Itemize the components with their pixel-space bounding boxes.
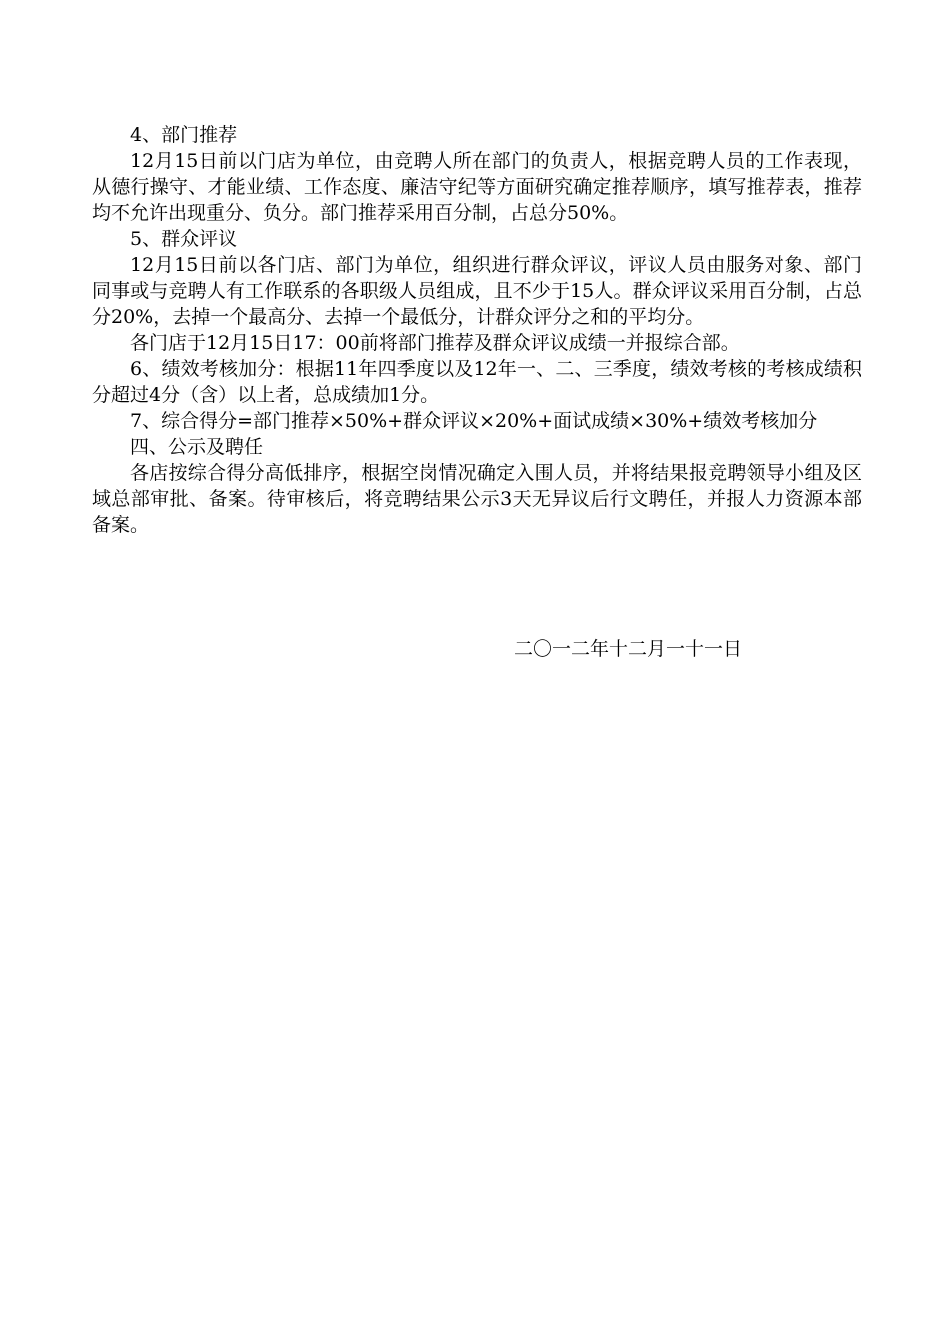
document-body [92,122,862,538]
heading-publicity-appointment: 四、公示及聘任 [130,436,264,458]
paragraph-department-recommendation: 12月15日前以门店为单位，由竞聘人所在部门的负责人，根据竞聘人员的工作表现，从德行操守、才能业绩、工作态度、廉洁守纪等方面研究确定推荐顺序，填写推荐表，推荐均不允许出现重分、负分。部门推荐采用百分制，占总分50%。 [92,150,862,224]
document-date: 二〇一二年十二月一十一日 [514,638,743,660]
paragraph-public-evaluation: 12月15日前以各门店、部门为单位，组织进行群众评议，评议人员由服务对象、部门同事或与竞聘人有工作联系的各职级人员组成，且不少于15人。群众评议采用百分制，占总分20%，去掉一个最高分、去掉一个最低分，计群众评分之和的平均分。 [92,254,862,328]
heading-department-recommendation: 4、部门推荐 [130,124,238,146]
paragraph-publicity-appointment: 各店按综合得分高低排序，根据空岗情况确定入围人员，并将结果报竞聘领导小组及区域总部审批、备案。待审核后，将竞聘结果公示3天无异议后行文聘任，并报人力资源本部备案。 [92,462,862,536]
paragraph-composite-score: 7、综合得分=部门推荐×50%+群众评议×20%+面试成绩×30%+绩效考核加分 [130,410,818,432]
paragraph-performance-bonus: 6、绩效考核加分：根据11年四季度以及12年一、二、三季度，绩效考核的考核成绩积分超过4分（含）以上者，总成绩加1分。 [92,358,862,406]
paragraph-submission-deadline: 各门店于12月15日17：00前将部门推荐及群众评议成绩一并报综合部。 [130,332,740,354]
heading-public-evaluation: 5、群众评议 [130,228,238,250]
